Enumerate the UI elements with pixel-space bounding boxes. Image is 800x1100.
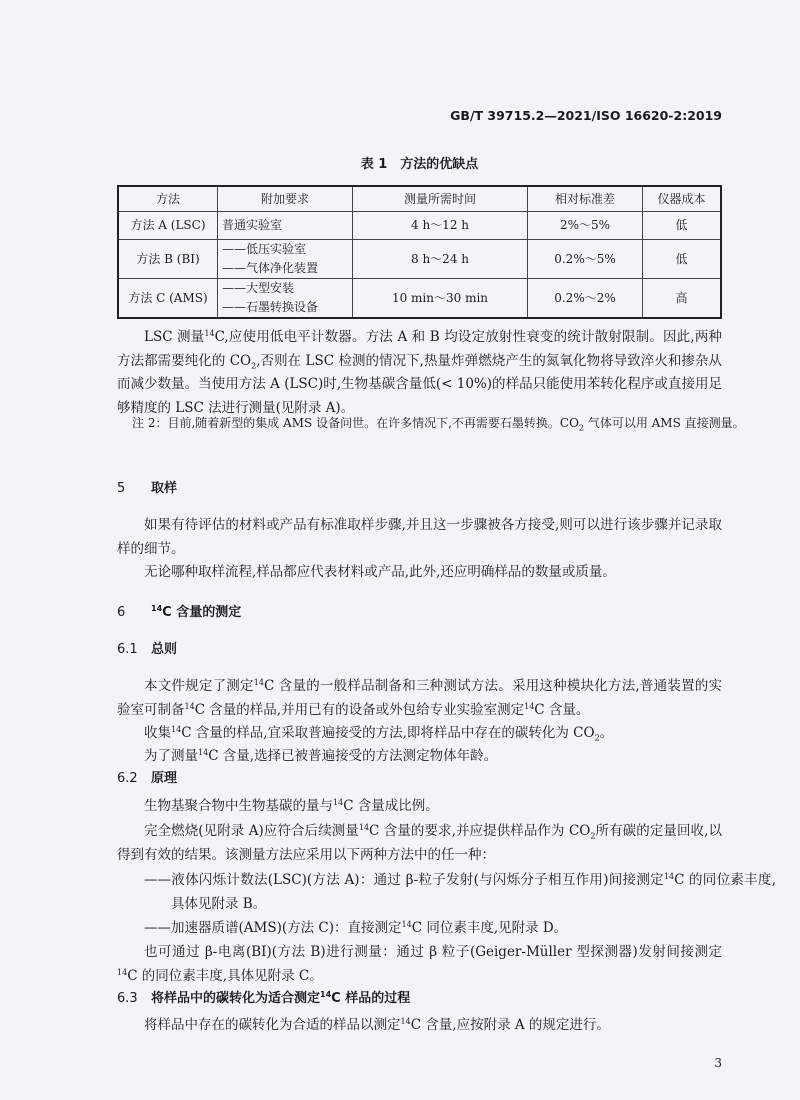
supscript: 14 (204, 329, 215, 338)
paragraph (117, 795, 722, 819)
paragraph (117, 941, 722, 988)
text-run: 。 (599, 725, 614, 741)
supscript: 14 (358, 823, 370, 832)
text-run: ,否则在 LSC 检测的情况下,热量炸弹燃烧产生的氮氧化物将导致淬火和掺杂从而减少数量。当使用方法 A (LSC)时,生物基碳含量低(< 10%)的样品只能使用苯转化程序或直接用足够精度的 LSC 法进行测量(见附录 A)。 (117, 352, 722, 416)
paragraph (117, 1014, 722, 1038)
requirement: ——气体净化装置 (222, 261, 319, 275)
list-item (117, 917, 776, 941)
section-number: 6.2 (117, 771, 138, 786)
section-title (151, 991, 410, 1006)
cell-time: 8 h～24 h (353, 240, 528, 279)
document-header: GB/T 39715.2—2021/ISO 16620-2:2019 (450, 108, 722, 123)
text-run: 无论哪种取样流程,样品都应代表材料或产品,此外,还应明确样品的数量或质量。 (144, 564, 616, 580)
text-run: C 含量。 (534, 701, 590, 718)
paragraph (117, 820, 722, 867)
cell-rsd: 0.2%～5% (528, 240, 643, 279)
cell-method: 方法 C (AMS) (118, 279, 218, 319)
text-run: C,应使用低电平计数器。方法 A 和 B 均设定放射性衰变的统计散射限制。因此,两种方法都需要纯化的 CO (117, 329, 723, 369)
text-run: 为了测量 (144, 748, 198, 764)
text-run: C 的同位素丰度,具体见附录 C。 (127, 967, 323, 984)
section-number: 6.3 (117, 991, 138, 1006)
supscript: 14 (151, 604, 163, 613)
section-heading (117, 601, 722, 625)
table-row (118, 279, 721, 319)
text-run: 生物基聚合物中生物基碳的量与 (144, 798, 333, 814)
cell-time: 10 min～30 min (353, 279, 528, 319)
cell-rsd: 2%～5% (528, 212, 643, 240)
column-header: 方法 (118, 186, 218, 212)
supscript: 14 (198, 748, 209, 757)
paragraph (117, 561, 722, 585)
requirement: ——大型安装 (222, 281, 295, 295)
cell-requirements (218, 279, 353, 319)
text-run: 收集 (144, 725, 171, 741)
text-run: C 含量的样品,宜采取普遍接受的方法,即将样品中存在的碳转化为 CO (181, 725, 595, 741)
supscript: 14 (320, 990, 332, 999)
cell-cost: 高 (643, 279, 722, 319)
text-run: LSC 测量 (144, 329, 205, 345)
section-title: 总则 (151, 642, 178, 657)
page-number: 3 (714, 1056, 722, 1070)
requirement: ——低压实验室 (222, 242, 307, 256)
section-heading (117, 767, 722, 791)
requirement: 普通实验室 (222, 218, 283, 232)
section-heading (117, 987, 722, 1011)
requirement: ——石墨转换设备 (222, 300, 319, 314)
text-run: C 含量的一般样品制备和三种测试方法。采用这种模块化方法,普通装置的实验室可制备 (117, 678, 723, 718)
supscript: 14 (663, 872, 675, 881)
supscript: 14 (401, 920, 412, 929)
column-header: 附加要求 (218, 186, 353, 212)
subscript: 2 (251, 361, 257, 371)
cell-time: 4 h～12 h (353, 212, 528, 240)
text-run: C 的同位素丰度,具体见附录 B。 (171, 872, 777, 912)
text-run: 将样品中的碳转化为适合测定 (151, 991, 321, 1006)
text-run: 将样品中存在的碳转化为合适的样品以测定 (144, 1017, 401, 1033)
table-header-row (118, 186, 721, 212)
methods-table (117, 185, 722, 319)
text-run: 所有碳的定量回收,以得到有效的结果。该测量方法应采用以下两种方法中的任一种： (117, 823, 722, 863)
paragraph (117, 722, 722, 746)
supscript: 14 (184, 701, 195, 711)
section-number: 5 (117, 481, 126, 496)
table-row (118, 212, 721, 240)
text-run: ——液体闪烁计数法(LSC)(方法 A)：通过 β-粒子发射(与闪烁分子相互作用)间接测定 (144, 872, 664, 888)
subscript: 2 (590, 831, 596, 841)
text-run: C 同位素丰度,见附录 D。 (411, 920, 568, 936)
column-header: 测量所需时间 (353, 186, 528, 212)
cell-requirements (218, 212, 353, 240)
note (132, 412, 759, 434)
paragraph (117, 675, 722, 722)
text-run: 也可通过 β-电离(BI)(方法 B)进行测量：通过 β 粒子(Geiger-Müller 型探测器)发射间接测定 (144, 944, 722, 960)
cell-requirements (218, 240, 353, 279)
paragraph (117, 514, 722, 561)
text-run: 注 2：目前,随着新型的集成 AMS 设备问世。在许多情况下,不再需要石墨转换。CO (132, 416, 579, 430)
text-run: 本文件规定了测定 (144, 678, 254, 694)
paragraph (117, 745, 722, 769)
text-run: ——加速器质谱(AMS)(方法 C)：直接测定 (144, 920, 402, 936)
section-number: 6.1 (117, 642, 138, 657)
cell-method: 方法 A (LSC) (118, 212, 218, 240)
table-row (118, 240, 721, 279)
subscript: 2 (594, 733, 600, 743)
column-header: 仪器成本 (643, 186, 722, 212)
table-title: 表 1 方法的优缺点 (360, 157, 479, 172)
section-heading (117, 477, 722, 501)
text-run: C 含量的要求,并应提供样品作为 CO (369, 823, 591, 839)
section-heading (117, 638, 722, 662)
section-title: 取样 (151, 481, 178, 496)
cell-cost: 低 (643, 240, 722, 279)
text-run: C 含量,应按附录 A 的规定进行。 (410, 1017, 610, 1033)
paragraph (117, 326, 722, 420)
cell-rsd: 0.2%～2% (528, 279, 643, 319)
text-run: C 含量成比例。 (343, 798, 439, 814)
supscript: 14 (400, 1017, 411, 1026)
section-title: 原理 (151, 771, 178, 786)
supscript: 14 (171, 725, 182, 734)
column-header: 相对标准差 (528, 186, 643, 212)
cell-cost: 低 (643, 212, 722, 240)
list-item (117, 869, 776, 916)
section-title (151, 605, 241, 620)
text-run: 如果有待评估的材料或产品有标准取样步骤,并且这一步骤被各方接受,则可以进行该步骤并记录取样的细节。 (117, 517, 722, 557)
supscript: 14 (117, 967, 128, 977)
supscript: 14 (524, 701, 535, 711)
section-number: 6 (117, 605, 126, 620)
text-run: C 含量,选择已被普遍接受的方法测定物体年龄。 (208, 748, 498, 764)
supscript: 14 (333, 798, 344, 807)
cell-method: 方法 B (BI) (118, 240, 218, 279)
supscript: 14 (253, 678, 264, 687)
text-run: C 含量的样品,并用已有的设备或外包给专业实验室测定 (194, 701, 525, 718)
text-run: 气体可以用 AMS 直接测量。 (584, 416, 745, 430)
text-run: C 样品的过程 (331, 991, 411, 1006)
text-run: C 含量的测定 (162, 605, 242, 620)
subscript: 2 (578, 423, 584, 433)
text-run: 完全燃烧(见附录 A)应符合后续测量 (144, 823, 359, 839)
